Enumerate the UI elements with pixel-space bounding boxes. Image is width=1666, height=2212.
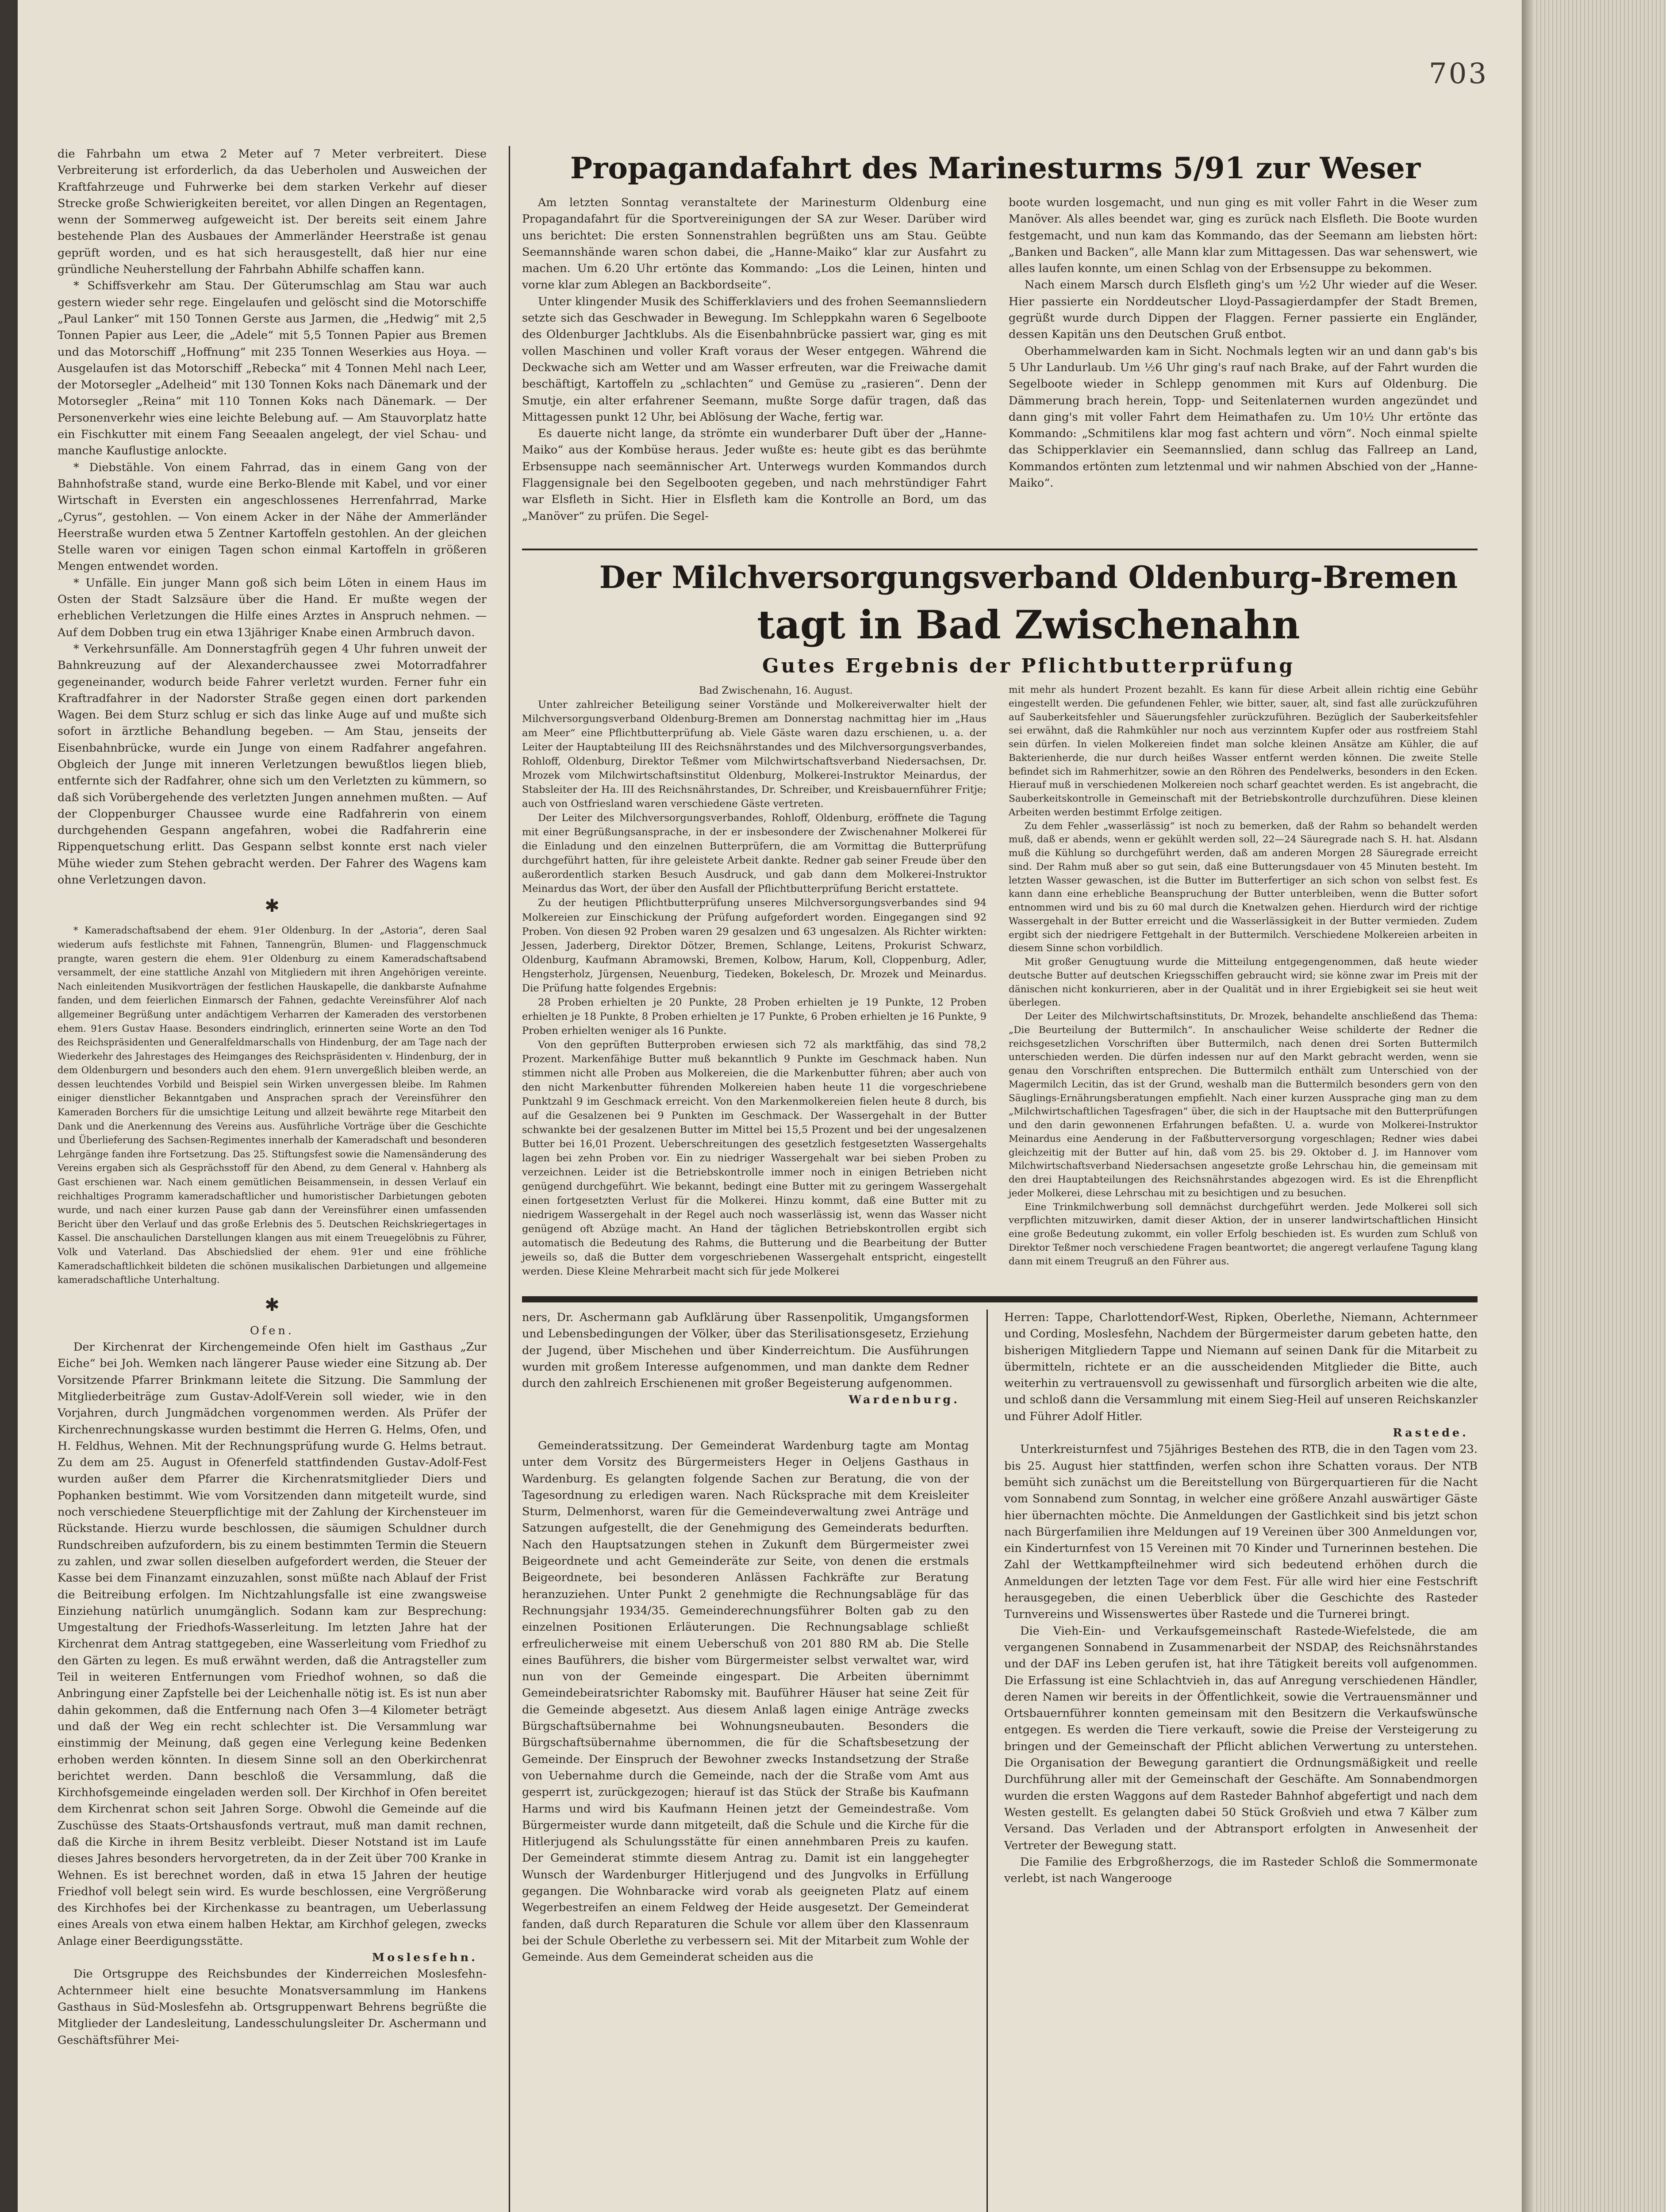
paragraph: Der Leiter des Milchwirtschaftsinstituts, Dr. Mrozek, behandelte anschließend das Thema: „Die Beurteilung der Buttermilch“. In anschaulicher Weise schilderte der Redner die reichsgesetzlichen Vorschriften über Buttermilch, nach denen drei Sorten Buttermilch unterschieden werden. Die dürfen indessen nur auf den Markt gebracht werden, wenn sie genau den Vorschriften entsprechen. Die Buttermilch enthält zum Unterschied von der Magermilch Lecitin, das ist der Grund, weshalb man die Buttermilch besonders gern von den Säuglings-Ernährungsberatungen empfiehlt. Nach einer kurzen Aussprache ging man zu dem „Milchwirtschaftlichen Tagesfragen“ über, die sich in der Hauptsache mit den Butterprüfungen und den darin gewonnenen Erfahrungen befaßten. U. a. wurde von Molkerei-Instruktor Meinardus eine Aenderung in der Faßbutterversorgung vorgeschlagen; Redner wies dabei gleichzeitig mit der Butter auf hin, daß vom 25. bis 29. Oktober d. J. im Hannover vom Milchwirtschaftsverband Niedersachsen angesetzte große Lehrschau hin, die gemeinsam mit den drei Hauptabteilungen des Reichsnährstandes abgezogen wird. Es ist die Ehrenpflicht jeder Molkerei, diese Lehrschau mit zu besichtigen und zu besuchen.	[1009, 1011, 1478, 1199]
viehgemeinschaft-paragraph: Die Vieh-Ein- und Verkaufsgemeinschaft Rastede-Wiefelstede, die am vergangenen Sonnabend in Zusammenarbeit der NSDAP, des Reichsnährstandes und der DAF ins Leben gerufen ist, hat ihre Tätigkeit bereits voll aufgenommen. Die Erfassung ist eine Schlachtvieh in, das auf Anregung verschiedenen Händler, deren Namen wir bereits in der Öffentlichkeit, sowie die Vertrauensmänner und Ortsbauernführer konnten gemeinsam mit den Besitzern die Verkaufswünsche entgegen. Es werden die Tiere verkauft, sowie die Preise der Versteigerung zu bringen und der Gemeinschaft der Pflicht ablichen Verwertung zu unterstehen. Die Organisation der Bewegung garantiert die Ordnungsmäßigkeit und reelle Durchführung aller mit der Gemeinschaft der Geschäfte. Am Sonnabendmorgen wurden die ersten Waggons auf dem Rasteder Bahnhof abgefertigt und nach dem Westen gestellt. Es gelangten dabei 50 Stück Großvieh und etwa 7 Kälber zum Versand. Das Verladen und der Abtransport erfolgten in Anwesenheit der Vertreter der Bewegung statt.	[1004, 1624, 1478, 1852]
section-rule-thick	[522, 1296, 1478, 1302]
wardenburg-paragraph: Gemeinderatssitzung. Der Gemeinderat Wardenburg tagte am Montag unter dem Vorsitz des Bürgermeisters Heger in Oeljens Gasthaus in Wardenburg. Es gelangten folgende Sachen zur Beratung, die von der Tagesordnung zu erledigen waren. Nach Rücksprache mit dem Kreisleiter Sturm, Delmenhorst, waren für die Gemeindeverwaltung zwei Anträge und Satzungen aufgestellt, die der Genehmigung des Gemeinderats bedurften. Nach den Hauptsatzungen stehen in Zukunft dem Bürgermeister zwei Beigeordnete und acht Gemeinderäte zur Seite, von denen die erstmals Beigeordnete, bei besonderen Anlässen Fachkräfte zur Beratung heranzuziehen. Unter Punkt 2 genehmigte die Rechnungsabläge für das Rechnungsjahr 1934/35. Gemeinderechnungsführer Bolten gab zu den einzelnen Positionen Erläuterungen. Die Rechnungsablage schließt erfreulicherweise mit einem Ueberschuß von 201 880 RM ab. Die Stelle eines Bauführers, die bisher vom Bürgermeister selbst verwaltet war, wird nun von der Gemeinde eingespart. Die Arbeiten übernimmt Gemeindebeiratsrichter Rabomsky mit. Bauführer Häuser hat seine Zeit für die Gemeinde abgesetzt. Aus diesem Anlaß lagen einige Anträge zwecks Bürgschaftsübernahme bei Wohnungsneubauten. Besonders die Bürgschaftsübernahme übernommen, die für die Schaftsbesetzung der Gemeinde. Der Einspruch der Bewohner zwecks Instandsetzung der Straße von Uebernahme durch die Gemeinde, nach der die Straße vom Amt aus gesperrt ist, zurückgezogen; hierauf ist das Stück der Straße bis Kaufmann Harms und wird bis Kaufmann Heinen jetzt der Gemeindestraße. Vom Bürgermeister wurde dann mitgeteilt, daß die Schule und die Kirche für die Hitlerjugend als Schulungsstätte für einen annehmbaren Preis zu kaufen. Der Gemeinderat stimmte diesem Antrag zu. Damit ist ein langgehegter Wunsch der Wardenburger Hitlerjugend und des Jungvolks in Erfüllung gegangen. Die Wohnbaracke wird vorab als geeigneten Platz auf einem Wegerbestreifen an einem Feldweg der Heide ausgesetzt. Der Gemeinderat fanden, daß durch Reparaturen die Schule vor allem über den Klassenraum bei der Schule Oberlethe zu verbessern sei. Mit der Mitarbeit zum Wohle der Gemeinde. Aus dem Gemeinderat scheiden aus die	[522, 1439, 969, 1964]
headline-rule	[522, 549, 1478, 550]
paragraph: * Verkehrsunfälle. Am Donnerstagfrüh gegen 4 Uhr fuhren unweit der Bahnkreuzung auf der Alexanderchaussee zwei Motorradfahrer gegeneinander, wodurch beide Fahrer verletzt wurden. Ferner fuhr ein Kraftradfahrer in der Nadorster Straße gegen einen dort parkenden Wagen. Bei dem Sturz schlug er sich das linke Auge auf und mußte sich sofort in ärztliche Behandlung begeben. — Am Stau, jenseits der Eisenbahnbrücke, wurde ein Junge von einem Radfahrer angefahren. Obgleich der Junge mit inneren Verletzungen bewußtlos liegen blieb, entfernte sich der Radfahrer, ohne sich um den Verletzten zu kümmern, so daß sich Vorübergehende des verletzten Jungen annehmen mußten. — Auf der Cloppenburger Chaussee wurde eine Radfahrerin von einem durchgehenden Gespann angefahren, wobei die Radfahrerin eine Rippenquetschung erlitt. Das Gespann selbst konnte erst nach vieler Mühe wieder zum Stehen gebracht werden. Der Fahrer des Wagens kam ohne Verletzungen davon.	[58, 642, 487, 887]
moslesfehn-paragraph: Die Ortsgruppe des Reichsbundes der Kinderreichen Moslesfehn-Achternmeer hielt eine besuchte Monatsversammlung im Hankens Gasthaus in Süd-Moslesfehn ab. Ortsgruppenwart Behrens begrüßte die Mitglieder der Landesleitung, Landesschulungsleiter Dr. Aschermann und Geschäftsführer Mei-	[58, 1967, 487, 2047]
paragraph: Zu dem Fehler „wasserlässig“ ist noch zu bemerken, daß der Rahm so behandelt werden muß, daß er abends, wenn er gekühlt werden soll, 22—24 Säuregrade nach S. H. hat. Alsdann muß die Kühlung so durchgeführt werden, daß am anderen Morgen 28 Säuregrade erreicht sind. Der Rahm muß aber so gut sein, daß eine Butterungsdauer von 45 Minuten besteht. Im letzten Wasser gewaschen, ist die Butter im Butterfertiger an sich schon von selbst fest. Es kann dann eine erhebliche Beanspruchung der Butter unterbleiben, wenn die Butter sofort entnommen wird und bis zu 60 mal durch die Knetwalzen gehen. Hierdurch wird der richtige Wassergehalt in der Butter erreicht und die Wasserlässigkeit in der Butter vermieden. Zudem ergibt sich der niedrigere Fettgehalt in der Buttermilch. Verschiedene Molkereien arbeiten in diesem Sinne schon vorbildlich.	[1009, 820, 1478, 954]
paragraph: Von den geprüften Butterproben erwiesen sich 72 als marktfähig, das sind 78,2 Prozent. Markenfähige Butter muß bekanntlich 9 Punkte im Geschmack haben. Nun stimmen nicht alle Proben aus Molkereien, die die Markenbutter führen; aber auch von den nicht Markenbutter führenden Molkereien haben heute 11 die vorgeschriebene Punktzahl 9 im Geschmack erreicht. Von den Markenmolkereien fielen heute 8 durch, bis auf die Gesalzenen bei 9 Punkten im Geschmack. Der Wassergehalt in der Butter schwankte bei der gesalzenen Butter im Mittel bei 15,5 Prozent und bei der ungesalzenen Butter bei 16,01 Prozent. Ueberschreitungen des gesetzlich festgesetzten Wassergehalts lagen bei zehn Proben vor. Ein zu niedriger Wassergehalt war bei sieben Proben zu verzeichnen. Leider ist die Betriebskontrolle immer noch in einigen Betrieben nicht genügend durchgeführt. Wie bekannt, bedingt eine Butter mit zu geringem Wassergehalt einen fortgesetzten Verlust für die Molkerei. Hinzu kommt, daß eine Butter mit zu niedrigem Wassergehalt in der Regel auch noch wasserlässig ist, wenn das Wasser nicht genügend oft Abzüge macht. An Hand der täglichen Betriebskontrollen ergibt sich automatisch die Bedeutung des Rahms, die Butterung und die Bearbeitung der Butter jeweils so, daß die Butter dem vorgeschriebenen Wassergehalt entspricht, eingestellt werden. Diese Kleine Mehrarbeit macht sich für jede Molkerei	[522, 1039, 987, 1278]
kameradschaftsabend-paragraph: * Kameradschaftsabend der ehem. 91er Oldenburg. In der „Astoria“, deren Saal wiederum aufs festlichste mit Fahnen, Tannengrün, Blumen- und Flaggenschmuck prangte, waren gestern die ehem. 91er Oldenburg zu einem Kameradschaftsabend versammelt, der eine stattliche Anzahl von Mitgliedern mit ihren Angehörigen vereinte. Nach einleitenden Musikvorträgen der festlichen Hauskapelle, die dankbarste Aufnahme fanden, und dem feierlichen Einmarsch der Fahnen, gedachte Vereinsführer Alof nach allgemeiner Begrüßung unter andächtigem Verharren der Kameraden des verstorbenen ehem. 91ers Gustav Haase. Besonders eindringlich, erinnerten seine Worte an den Tod des Reichspräsidenten und Generalfeldmarschalls von Hindenburg, der am Tage nach der Wiederkehr des Jahrestages des Heimganges des Reichspräsidenten v. Hindenburg, der in dem Oldenburgern und besonders auch den ehem. 91ern unvergeßlich bleiben werde, an dessen leuchtendes Vorbild und Beispiel sein Wirken unvergessen bleibe. Im Rahmen einiger dienstlicher Bekanntgaben und Ansprachen sprach der Vereinsführer den Kameraden Borchers für die umsichtige Leitung und allzeit bewährte rege Mitarbeit den Dank und die Anerkennung des Vereins aus. Ausführliche Vorträge über die Geschichte und Überlieferung des Sachsen-Regimentes innerhalb der Kameradschaft und besonderen Lehrgänge fanden ihre Fortsetzung. Das 25. Stiftungsfest sowie die Namensänderung des Vereins ergaben sich als Gesprächsstoff für den Abend, zu dem General v. Hahnberg als Gast erschienen war. Nach einem gemütlichen Beisammensein, in dessen Verlauf ein reichhaltiges Programm kameradschaftlicher und humoristischer Darbietungen geboten wurde, und nach einer kurzen Pause gab dann der Vereinsführer einen umfassenden Bericht über den Verlauf und das große Erlebnis des 5. Deutschen Reichskriegertages in Kassel. Die anschaulichen Darstellungen klangen aus mit einem Treuegelöbnis zu Führer, Volk und Vaterland. Das Abschiedslied der ehem. 91er und eine fröhliche Kameradschaftlichkeit bildeten die schönen musikalischen Darbietungen und allgemeine kameradschaftliche Unterhaltung.	[58, 925, 487, 1286]
subheadline-pflichtbutterpruefung: Gutes Ergebnis der Pflichtbutterprüfung	[762, 655, 1295, 677]
paragraph: * Unfälle. Ein junger Mann goß sich beim Löten in einem Haus im Osten der Stadt Salzsäure über die Hand. Er mußte wegen der erheblichen Verletzungen die Hilfe eines Arztes in Anspruch nehmen. — Auf dem Dobben trug ein etwa 13jähriger Knabe einen Armbruch davon.	[58, 576, 487, 639]
paragraph: mit mehr als hundert Prozent bezahlt. Es kann für diese Arbeit allein richtig eine Gebühr eingestellt werden. Die gefundenen Fehler, wie bitter, sauer, alt, sind fast alle zurückzuführen auf Sauberkeitsfehler und Säuerungsfehler zurückzuführen. Bezüglich der Sauberkeitsfehler sei erwähnt, daß die Rahmkühler nur noch aus verzinntem Kupfer oder aus rostfreiem Stahl sein dürfen. In vielen Molkereien findet man solche kleinen Ansätze am Kühler, die auf Bakterienherde, die nur durch heißes Wasser entfernt werden können. Die zweite Stelle befindet sich im Rahmerhitzer, sowie an den Röhren des Pendelwerks, besonders in den Ecken. Hierauf muß in verschiedenen Molkereien noch scharf geachtet werden. Es ist angebracht, die Sauberkeitskontrolle in Gemeinschaft mit der Betriebskontrolle durchzuführen. Diese kleinen Arbeiten werden bestimmt Erfolge zeitigen.	[1009, 684, 1478, 818]
paragraph: Herren: Tappe, Charlottendorf-West, Ripken, Oberlethe, Niemann, Achternmeer und Cording, Moslesfehn, Nachdem der Bürgermeister darum gebeten hatte, den bisherigen Mitgliedern Tappe und Niemann auf seinen Dank für die Mitarbeit zu übermitteln, richtete er an die ausscheidenden Mitglieder die Bitte, auch weiterhin zu vertrauensvoll zu gewissenhaft und fürsorglich arbeiten wie die alte, und schloß dann die Versammlung mit einem Sieg-Heil auf unseren Reichskanzler und Führer Adolf Hitler.	[1004, 1311, 1478, 1423]
marine-article-col1	[522, 195, 987, 525]
paragraph: Am letzten Sonntag veranstaltete der Marinesturm Oldenburg eine Propagandafahrt für die Sportvereinigungen der SA zur Weser. Darüber wird uns berichtet: Die ersten Sonnenstrahlen begrüßten uns am Stau. Geübte Seemannshände waren schon dabei, die „Hanne-Maiko“ klar zur Ausfahrt zu machen. Um 6.20 Uhr ertönte das Kommando: „Los die Leinen, hinten und vorne klar zum Ablegen an Backbordseite“.	[522, 196, 987, 292]
paragraph: Zu der heutigen Pflichtbutterprüfung unseres Milchversorgungsverbandes sind 94 Molkereien zur Einschickung der Prüfung aufgefordert worden. Eingegangen sind 92 Proben. Von diesen 92 Proben waren 29 gesalzen und 63 ungesalzen. Als Richter wirkten: Jessen, Jaderberg, Direktor Dötzer, Bremen, Schlange, Leitens, Prokurist Schwarz, Oldenburg, Kaufmann Abramowski, Bremen, Kolbow, Harum, Koll, Cloppenburg, Adler, Hengsterholz, Jürgensen, Neuenburg, Tiedeken, Bokelesch, Dr. Mrozek und Meinardus. Die Prüfung hatte folgendes Ergebnis:	[522, 897, 987, 994]
place-heading-wardenburg: Wardenburg.	[848, 1393, 960, 1407]
page-stack-edges	[1533, 0, 1666, 2212]
rastede-paragraph: Unterkreisturnfest und 75jähriges Bestehen des RTB, die in den Tagen vom 23. bis 25. August hier stattfinden, werfen schon ihre Schatten voraus. Der NTB bemüht sich zunächst um die Bereitstellung von Bürgerquartieren für die Nacht vom Sonnabend zum Sonntag, in welcher eine größere Anzahl auswärtiger Gäste hier übernachten möchte. Die Anmeldungen der Gastlichkeit sind bis jetzt schon nach Bürgerfamilien ihre Meldungen auf 19 Vereinen über 300 Anmeldungen vor, ein Kinderturnfest von 15 Vereinen mit 70 Kinder und Turnerinnen bestehen. Die Zahl der Wettkampfteilnehmer wird sich bedeutend erhöhen durch die Anmeldungen der letzten Tage vor dem Fest. Für alle wird hier eine Festschrift herausgegeben, die einen Ueberblick über die Geschichte des Rasteder Turnvereins und Wissenswertes über Rastede und die Turnerei bringt.	[1004, 1443, 1478, 1621]
paragraph: Es dauerte nicht lange, da strömte ein wunderbarer Duft über der „Hanne-Maiko“ aus der Kombüse heraus. Jeder wußte es: heute gibt es das berühmte Erbsensuppe nach seemännischer Art. Unterwegs wurden Kommandos durch Flaggensignale bei den Segelbooten gegeben, und nach mehrstündiger Fahrt war Elsfleth in Sicht. Hier in Elsfleth kam die Kontrolle an Bord, um das „Manöver“ zu prüfen. Die Segel-	[522, 427, 987, 523]
paragraph: * Schiffsverkehr am Stau. Der Güterumschlag am Stau war auch gestern wieder sehr rege. Eingelaufen und gelöscht sind die Motorschiffe „Paul Lanker“ mit 150 Tonnen Gerste aus Jarmen, die „Hedwig“ mit 2,5 Tonnen Papier aus Leer, die „Adele“ mit 5,5 Tonnen Papier aus Bremen und das Motorschiff „Hoffnung“ mit 235 Tonnen Weserkies aus Hoya. — Ausgelaufen ist das Motorschiff „Rebecka“ mit 4 Tonnen Mehl nach Leer, der Motorsegler „Adelheid“ mit 130 Tonnen Koks nach Dänemark und der Motorsegler „Reina“ mit 110 Tonnen Koks nach Dänemark. — Der Personenverkehr wies eine leichte Belebung auf. — Am Stauvorplatz hatte ein Fischkutter mit einem Fang Seeaalen angelegt, der viel Schau- und manche Kauflustige anlockte.	[58, 279, 487, 458]
paragraph: 28 Proben erhielten je 20 Punkte, 28 Proben erhielten je 19 Punkte, 12 Proben erhielten je 18 Punkte, 8 Proben erhielten je 17 Punkte, 6 Proben erhielten je 16 Punkte, 9 Proben erhielten weniger als 16 Punkte.	[522, 996, 987, 1037]
milk-article-col2	[1009, 684, 1478, 1268]
column-rule-vertical	[509, 146, 510, 2212]
column-rule-vertical	[987, 1310, 988, 2212]
paragraph: Oberhammelwarden kam in Sicht. Nochmals legten wir an und dann gab's bis 5 Uhr Landurlaub. Um ½6 Uhr ging's rauf nach Brake, auf der Fahrt wurden die Segelboote wieder in Schlepp genommen mit Kurs auf Oldenburg. Die Dämmerung brach herein, Topp- und Seitenlaternen wurden angezündet und dann ging's mit voller Fahrt dem Heimathafen zu. Um 10½ Uhr ertönte das Kommando: „Schmitilens klar mog fast achtern und vörn“. Noch einmal spielte das Schipperklavier ein Seemannslied, dann schlug das Fallreep an Land, Kommandos ertönten zum letztenmal und wir nahmen Abschied von der „Hanne-Maiko“.	[1009, 344, 1478, 490]
ofen-paragraph: Der Kirchenrat der Kirchengemeinde Ofen hielt im Gasthaus „Zur Eiche“ bei Joh. Wemken nach längerer Pause wieder eine Sitzung ab. Der Vorsitzende Pfarrer Brinkmann leitete die Sitzung. Die Sammlung der Mitgliederbeiträge zum Gustav-Adolf-Verein soll wieder, wie in den Vorjahren, durch Jungmädchen vorgenommen werden. Als Prüfer der Kirchenrechnungskasse wurden bestimmt die Herren G. Helms, Ofen, und H. Feldhus, Wehnen. Mit der Rechnungsprüfung wurde G. Helms betraut. Zu dem am 25. August in Ofenerfeld stattfindenden Gustav-Adolf-Fest wurden außer dem Pfarrer die Kirchenratsmitglieder Diers und Pophanken bestimmt. Wie vom Vorsitzenden dann mitgeteilt wurde, sind noch verschiedene Steuerpflichtige mit der Zahlung der Kirchensteuer im Rückstande. Hierzu wurde beschlossen, die säumigen Schuldner durch Rundschreiben aufzufordern, bis zu einem bestimmten Termin die Steuern zu zahlen, und zwar sollen dieselben aufgefordert werden, die Steuer der Kasse bei dem Finanzamt einzuzahlen, sonst müßte nach Ablauf der Frist die Beitreibung erfolgen. Im Nichtzahlungsfalle ist eine zwangsweise Einziehung natürlich unumgänglich. Sodann kam zur Besprechung: Umgestaltung der Friedhofs-Wasserleitung. Im letzten Jahre hat der Kirchenrat dem Antrag stattgegeben, eine Wasserleitung vom Friedhof zu den Gärten zu legen. Es muß erwähnt werden, daß die Antragsteller zum Teil in weiteren Entfernungen vom Friedhof wohnen, so daß die Anbringung einer Zapfstelle bei der Leichenhalle nötig ist. Es ist nun aber dahin gekommen, daß die Entfernung nach Ofen 3—4 Kilometer beträgt und daß der Weg ein recht schlechter ist. Die Versammlung war einstimmig der Meinung, daß gegen eine Verlegung keine Bedenken erhoben werden könnten. In diesem Sinne soll an den Oberkirchenrat berichtet werden. Dann beschloß die Versammlung, daß die Kirchhofsgemeinde eingeladen werden soll. Der Kirchhof in Ofen bereitet dem Kirchenrat schon seit Jahren Sorge. Obwohl die Gemeinde auf die Zuschüsse des Staats-Ortshausfonds vertraut, muß man damit rechnen, daß die Kirche in ihrem Besitz verbleibt. Dieser Notstand ist im Laufe dieses Jahres besonders hervorgetreten, da in der Zeit über 700 Kranke in Wehnen. Es ist berechnet worden, daß in etwa 15 Jahren der heutige Friedhof voll belegt sein wird. Es wurde beschlossen, eine Vergrößerung des Kirchhofes bei der Kirchenkasse zu beantragen, um Ueberlassung eines Areals von etwa einem halben Hektar, am Kirchhof gelegen, zwecks Anlage einer Beerdigungsstätte.	[58, 1340, 487, 1948]
paragraph: Nach einem Marsch durch Elsfleth ging's um ½2 Uhr wieder auf die Weser. Hier passierte ein Norddeutscher Lloyd-Passagierdampfer der Stadt Bremen, gegrüßt wurde durch Dippen der Flaggen. Ferner passierte ein Engländer, dessen Kapitän uns den Deutschen Gruß entbot.	[1009, 278, 1478, 342]
dateline: Bad Zwischenahn, 16. August.	[699, 685, 853, 696]
marine-article-col2	[1009, 195, 1478, 492]
milk-article-col1	[522, 684, 987, 1279]
left-column	[58, 146, 487, 2049]
section-divider-asterisk: ✱	[265, 1294, 280, 1315]
paragraph: Eine Trinkmilchwerbung soll demnächst durchgeführt werden. Jede Molkerei soll sich verpflichten mitzuwirken, damit dieser Aktion, der in unserer landwirtschaftlichen Hinsicht eine große Bedeutung zukommt, ein voller Erfolg beschieden ist. Es wurden zum Schluß von Direktor Teßmer noch verschiedene Fragen beantwortet; die angeregt verlaufene Tagung klang dann mit einem Treugruß an den Führer aus.	[1009, 1201, 1478, 1267]
paragraph: boote wurden losgemacht, und nun ging es mit voller Fahrt in die Weser zum Manöver. Als alles beendet war, ging es zurück nach Elsfleth. Die Boote wurden festgemacht, und nun kam das Kommando, das der Seemann am liebsten hört: „Banken und Backen“, alle Mann klar zum Mittagessen. Das war sehenswert, wie alles laufen konnte, um einen Schlag von der Erbsensuppe zu bekommen.	[1009, 196, 1478, 276]
paragraph: * Diebstähle. Von einem Fahrrad, das in einem Gang von der Bahnhofstraße stand, wurde eine Berko-Blende mit Kabel, und vor einer Wirtschaft in Eversten ein angeschlossenes Herrenfahrrad, Marke „Cyrus“, gestohlen. — Von einem Acker in der Nähe der Ammerländer Heerstraße wurden etwa 5 Zentner Kartoffeln gestohlen. An der gleichen Stelle waren vor einigen Tagen schon einmal Kartoffeln in größeren Mengen entwendet worden.	[58, 461, 487, 573]
scan-binding-edge	[0, 0, 18, 2212]
bottom-col2	[522, 1438, 969, 1966]
paragraph: Der Leiter des Milchversorgungsverbandes, Rohloff, Oldenburg, eröffnete die Tagung mit einer Begrüßungsansprache, in der er insbesondere der Zwischenahner Molkerei für die Einladung und den einzelnen Butterprüfern, die am Vormittag die Butterprüfung durchgeführt hatten, für ihre geleistete Arbeit dankte. Redner gab seiner Freude über den außerordentlich starken Besuch Ausdruck, und gab dann dem Molkerei-Instruktor Meinardus das Wort, der über den Ausfall der Pflichtbutterprüfung Bericht erstattete.	[522, 812, 987, 895]
paragraph: ners, Dr. Aschermann gab Aufklärung über Rassenpolitik, Umgangsformen und Lebensbedingungen der Völker, über das Sterilisationsgesetz, Erziehung der Jugend, über Mischehen und über Kinderreichtum. Die Ausführungen wurden mit großem Interesse aufgenommen, und man dankte dem Redner durch den zahlreich Erschienenen mit großer Begeisterung aufgenommen.	[522, 1311, 969, 1390]
paragraph: Unter zahlreicher Beteiligung seiner Vorstände und Molkereiverwalter hielt der Milchversorgungsverband Oldenburg-Bremen am Donnerstag nachmittag hier im „Haus am Meer“ eine Pflichtbutterprüfung ab. Viele Gäste waren dazu erschienen, u. a. der Leiter der Hauptabteilung III des Reichsnährstandes und des Milchversorgungsverbandes, Rohloff, Oldenburg, Direktor Teßmer vom Milchwirtschaftsverband Niedersachsen, Dr. Mrozek vom Milchwirtschaftsinstitut Oldenburg, Molkerei-Instruktor Meinardus, der Stabsleiter der Ha. III des Reichsnährstandes, Dr. Schreiber, und Kreisbauernführer Fritje; auch von Ostfriesland waren verschiedene Gäste vertreten.	[522, 699, 987, 810]
paragraph: die Fahrbahn um etwa 2 Meter auf 7 Meter verbreitert. Diese Verbreiterung ist erforderlich, da das Ueberholen und Ausweichen der Kraftfahrzeuge und Fuhrwerke bei dem starken Verkehr auf dieser Strecke große Schwierigkeiten bereitet, vor allen Dingen an Regentagen, wenn der Sommerweg aufgeweicht ist. Der bereits seit einem Jahre bestehende Plan des Ausbaues der Ammerländer Heerstraße ist genau geprüft worden, und es hat sich herausgestellt, daß hier nur eine gründliche Neuherstellung der Fahrbahn Abhilfe schaffen kann.	[58, 147, 487, 276]
place-heading-ofen: Ofen.	[250, 1324, 294, 1337]
place-heading-rastede: Rastede.	[1393, 1426, 1469, 1440]
headline-milchversorgungsverband: Der Milchversorgungsverband Oldenburg-Bremen	[599, 560, 1458, 595]
page-number: 703	[1429, 58, 1489, 90]
paragraph: Mit großer Genugtuung wurde die Mitteilung entgegengenommen, daß heute wieder deutsche Butter auf deutschen Kriegsschiffen gebraucht wird; sie könne zwar im Preis mit der dänischen nicht konkurrieren, aber in der Qualität und in ihrer Ergiebigkeit sei sie heut weit überlegen.	[1009, 956, 1478, 1009]
erbgrossherzog-paragraph: Die Familie des Erbgroßherzogs, die im Rasteder Schloß die Sommermonate verlebt, ist nach Wangerooge	[1004, 1855, 1478, 1886]
bottom-col3	[1004, 1310, 1478, 1887]
bottom-col1	[522, 1310, 969, 1409]
headline-bad-zwischenahn: tagt in Bad Zwischenahn	[757, 602, 1300, 648]
paragraph: Unter klingender Musik des Schifferklaviers und des frohen Seemannsliedern setzte sich das Geschwader in Bewegung. Im Schleppkahn waren 6 Segelboote des Oldenburger Jachtklubs. Als die Eisenbahnbrücke passiert war, ging es mit vollen Maschinen und voller Kraft voraus der Weser entgegen. Während die Deckwache sich am Wetter und am Wasser erfreuten, war die Freiwache damit beschäftigt, Kartoffeln zu „schlachten“ und Gemüse zu „rasieren“. Denn der Smutje, ein alter erfahrener Seemann, mußte Sorge dafür tragen, daß das Mittagessen punkt 12 Uhr, bei Ablösung der Wache, fertig war.	[522, 295, 987, 424]
place-heading-moslesfehn: Moslesfehn.	[372, 1951, 478, 1965]
headline-marinesturm: Propagandafahrt des Marinesturms 5/91 zur Weser	[570, 150, 1421, 185]
page-fold-shadow	[1522, 0, 1533, 2212]
section-divider-asterisk: ✱	[265, 896, 280, 917]
